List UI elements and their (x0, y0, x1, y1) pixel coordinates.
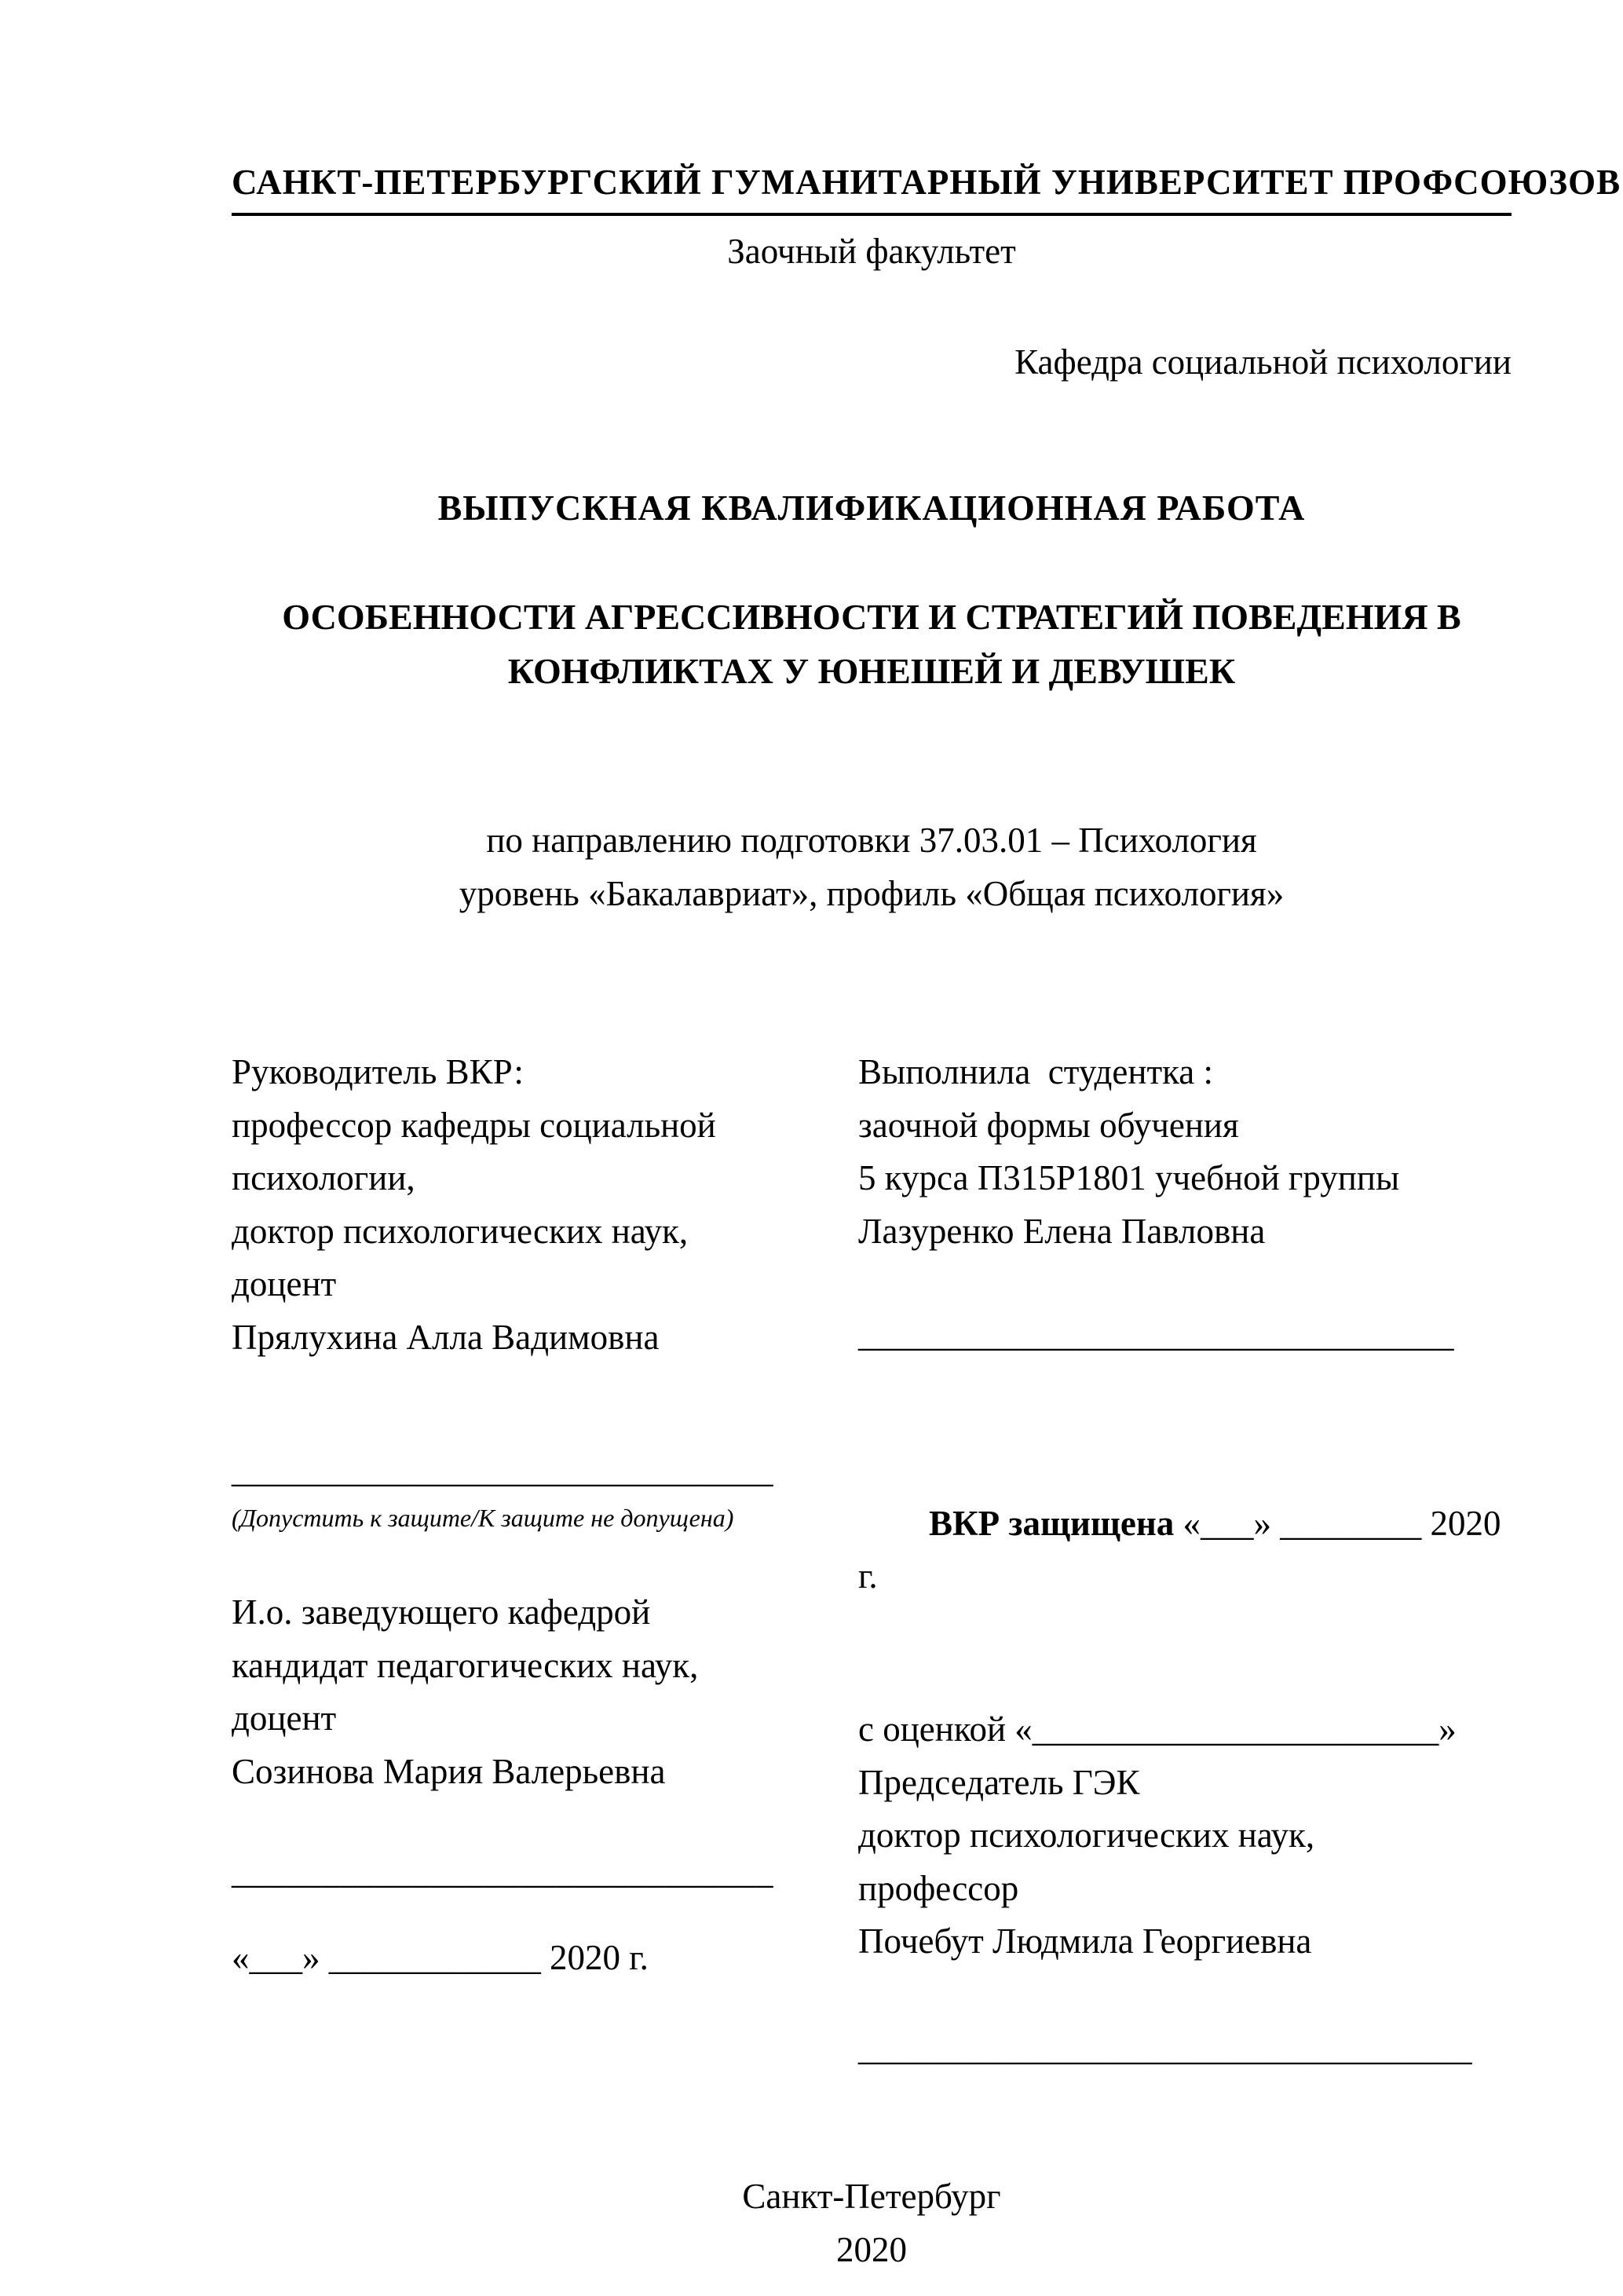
department-name: Кафедра социальной психологии (1014, 342, 1512, 382)
faculty-name: Заочный факультет (727, 232, 1016, 271)
department-head-block (232, 1586, 828, 1798)
student-name: Лазуренко Елена Павловна (858, 1211, 1266, 1251)
supervisor-line: доктор психологических наук, (232, 1211, 689, 1251)
student-line: заочной формы обучения (858, 1105, 1239, 1145)
chairman-name: Почебут Людмила Георгиевна (858, 1921, 1312, 1961)
supervisor-line: профессор кафедры социальной (232, 1105, 716, 1145)
program-direction: по направлению подготовки 37.03.01 – Психология (486, 821, 1257, 861)
supervisor-line: доцент (232, 1264, 337, 1304)
student-signature-line: _________________________________ (858, 1314, 1454, 1355)
city-name: Санкт-Петербург (742, 2177, 1001, 2217)
department-head-signature-line: ______________________________ (232, 1852, 773, 1892)
grade-line: с оценкой «_______________________» (858, 1709, 1457, 1749)
program-info (232, 814, 1512, 920)
university-name: САНКТ-ПЕТЕРБУРГСКИЙ ГУМАНИТАРНЫЙ УНИВЕРСИТЕТ ПРОФСОЮЗОВ (232, 161, 1512, 216)
program-level: уровень «Бакалавриат», профиль «Общая психология» (459, 873, 1285, 913)
work-type-heading: ВЫПУСКНАЯ КВАЛИФИКАЦИОННАЯ РАБОТА (437, 488, 1306, 528)
thesis-title-line-2: КОНФЛИКТАХ У ЮНЕШЕЙ И ДЕВУШЕК (507, 651, 1236, 692)
student-line: 5 курса П315Р1801 учебной группы (858, 1158, 1400, 1198)
defense-date-line (858, 1444, 1512, 1656)
supervisor-line: психологии, (232, 1158, 415, 1198)
department-head-line: И.о. заведующего кафедрой (232, 1592, 651, 1632)
footer-block (232, 2170, 1512, 2276)
admission-note: (Допустить к защите/К защите не допущена) (232, 1503, 734, 1532)
people-section (232, 1046, 1512, 1364)
admission-block (232, 1444, 828, 2075)
supervisor-line: Руководитель ВКР: (232, 1052, 524, 1092)
student-line: Выполнила студентка : (858, 1052, 1214, 1092)
defense-block (858, 1444, 1512, 2075)
year: 2020 (836, 2229, 907, 2269)
chairman-line: Председатель ГЭК (858, 1762, 1140, 1802)
thesis-title (232, 590, 1512, 698)
supervisor-block (232, 1046, 828, 1364)
chairman-line: доктор психологических наук, (858, 1815, 1315, 1855)
approval-section (232, 1444, 1512, 2075)
supervisor-name: Прялухина Алла Вадимовна (232, 1317, 660, 1357)
department-head-line: доцент (232, 1698, 337, 1738)
admission-signature-line: ______________________________ (232, 1450, 773, 1490)
chairman-line: профессор (858, 1868, 1019, 1908)
admission-date-line: «___» ____________ 2020 г. (232, 1937, 649, 1977)
department-head-line: кандидат педагогических наук, (232, 1645, 699, 1685)
defense-label: ВКР защищена (929, 1503, 1175, 1543)
student-block (858, 1046, 1512, 1364)
defense-date-blank: «___» ________ 2020 г. (858, 1503, 1510, 1596)
chairman-signature-line: __________________________________ (858, 2027, 1472, 2067)
thesis-title-line-1: ОСОБЕННОСТИ АГРЕССИВНОСТИ И СТРАТЕГИЙ ПОВЕДЕНИЯ В (282, 597, 1461, 638)
department-head-name: Созинова Мария Валерьевна (232, 1751, 666, 1791)
